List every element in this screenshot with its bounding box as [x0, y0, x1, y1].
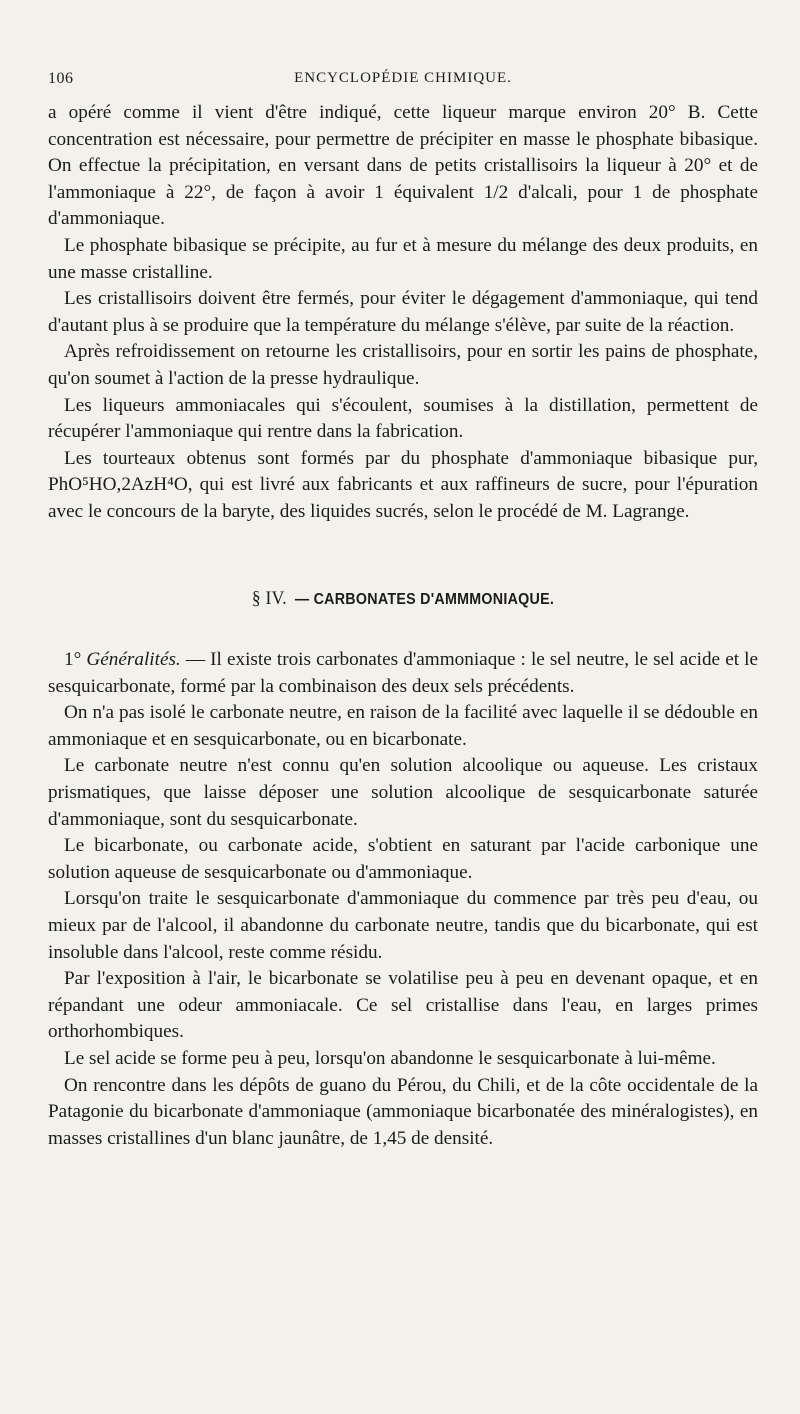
paragraph: a opéré comme il vient d'être indiqué, cette liqueur marque environ 20° B. Cette concentration est nécessaire, pour permettre de précipiter en masse le phosphate bibasique. On effectue la précipitation, en versant dans de petits cristallisoirs la liqueur à 20° et de l'ammoniaque à 22°, de façon à avoir 1 équivalent 1/2 d'alcali, pour 1 de phosphate d'ammoniaque. [48, 102, 758, 230]
subsection-number: 1° [64, 649, 82, 671]
paragraph: Le bicarbonate, ou carbonate acide, s'obtient en saturant par l'acide carbonique une solution aqueuse de sesquicarbonate ou d'ammoniaque. [48, 835, 758, 883]
paragraph: On n'a pas isolé le carbonate neutre, en raison de la facilité avec laquelle il se dédouble en ammoniaque et en sesquicarbonate, ou en bicarbonate. [48, 702, 758, 750]
formula-paragraph-end: , qui est livré aux fabricants et aux raffineurs de sucre, pour l'épuration avec le concours de la baryte, des liquides sucrés, selon le procédé de M. Lagrange. [48, 474, 758, 522]
paragraph: On rencontre dans les dépôts de guano du Pérou, du Chili, et de la côte occidentale de la Patagonie du bicarbonate d'ammoniaque (ammoniaque bicarbonatée des minéralogistes), en masses cristallines d'un blanc jaunâtre, de 1,45 de densité. [48, 1074, 758, 1149]
paragraph: Le phosphate bibasique se précipite, au fur et à mesure du mélange des deux produits, en une masse cristalline. [48, 234, 758, 283]
paragraph: Les liqueurs ammoniacales qui s'écoulent, soumises à la distillation, permettent de récupérer l'ammoniaque qui rentre dans la fabrication. [48, 394, 758, 443]
running-title: ENCYCLOPÉDIE CHIMIQUE. [294, 70, 512, 86]
generalites-paragraph [48, 647, 758, 700]
subsection-label: Généralités. [86, 649, 181, 671]
subsection-text: — Il existe trois carbonates d'ammoniaque : le sel neutre, le sel acide et le sesquicarbonate, formé par la combinaison des deux sels précédents. [48, 649, 759, 697]
section-title: — CARBONATES D'AMMMONIAQUE. [294, 590, 555, 608]
paragraph: Le carbonate neutre n'est connu qu'en solution alcoolique ou aqueuse. Les cristaux prismatiques, que laisse déposer une solution alcoolique de sesquicarbonate saturée d'ammoniaque, sont du sesquicarbonate. [48, 755, 758, 830]
paragraph: Après refroidissement on retourne les cristallisoirs, pour en sortir les pains de phosphate, qu'on soumet à l'action de la presse hydraulique. [48, 341, 758, 389]
paragraph: Par l'exposition à l'air, le bicarbonate se volatilise peu à peu en devenant opaque, et en répandant une odeur ammoniacale. Ce sel cristallise dans l'eau, en larges primes orthorhombiques. [48, 968, 758, 1043]
paragraph: Lorsqu'on traite le sesquicarbonate d'ammoniaque du commence par très peu d'eau, ou mieux par de l'alcool, il abandonne du carbonate neutre, tandis que du bicarbonate, qui est insoluble dans l'alcool, reste comme résidu. [48, 888, 758, 963]
body-text [48, 100, 758, 1152]
paragraph: Les cristallisoirs doivent être fermés, pour éviter le dégagement d'ammoniaque, qui tend d'autant plus à se produire que la température du mélange s'élève, par suite de la réaction. [48, 288, 758, 336]
running-header [48, 70, 758, 92]
section-heading [76, 586, 729, 614]
paragraph: Le sel acide se forme peu à peu, lorsqu'on abandonne le sesquicarbonate à lui-même. [64, 1048, 716, 1069]
chemical-formula: PhO⁵HO,2AzH⁴O [48, 474, 188, 496]
formula-paragraph-start: Les tourteaux obtenus sont formés par du phosphate d'ammoniaque bibasique pur, [64, 447, 758, 469]
page-number: 106 [48, 70, 74, 87]
section-number: § IV. [251, 587, 287, 609]
formula-paragraph [48, 446, 758, 526]
